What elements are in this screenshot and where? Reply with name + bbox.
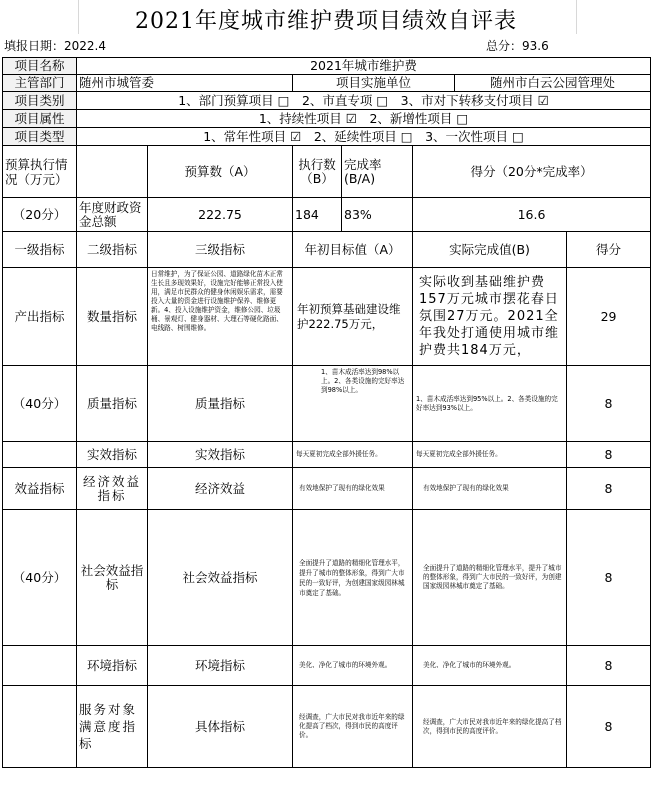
table-row [3, 268, 651, 366]
dept-label: 主管部门 [3, 75, 77, 92]
environment-level2: 环境指标 [77, 646, 148, 686]
budget-col-budget: 预算数（A） [148, 146, 293, 198]
project-name-label: 项目名称 [3, 58, 77, 75]
economic-actual: 有效地保护了现有的绿化效果 [413, 468, 567, 510]
impl-unit-label: 项目实施单位 [293, 75, 455, 92]
social-actual: 全面提升了道路的精细化管理水平，提升了城市的整体形象，得到广大市民的一致好评，为创建国家级园林城市奠定了基础。 [413, 510, 567, 646]
satisfaction-actual: 经调查，广大市民对我市近年来的绿化提高了档次，得到市民的高度评价。 [413, 686, 567, 768]
category-label: 项目类别 [3, 92, 77, 110]
budget-row-label: 年度财政资金总额 [77, 198, 148, 232]
social-level3: 社会效益指标 [148, 510, 293, 646]
economic-score: 8 [567, 468, 651, 510]
budget-value: 222.75 [148, 198, 293, 232]
exec-value: 184 [293, 198, 342, 232]
satisfaction-level3: 具体指标 [148, 686, 293, 768]
table-row [3, 58, 651, 75]
table-row [3, 92, 651, 110]
effect-level3: 实效指标 [148, 442, 293, 468]
benefit-label: 效益指标 [3, 468, 77, 510]
table-row [3, 510, 651, 646]
effect-actual: 每天夏初完成全部外援任务。 [413, 442, 567, 468]
table-row [3, 646, 651, 686]
social-level2: 社会效益指标 [77, 510, 148, 646]
table-row [3, 442, 651, 468]
quality-actual: 1、苗木成活率达到95%以上。2、各类设施的完好率达到93%以上。 [413, 366, 567, 442]
budget-points: （20分） [3, 198, 77, 232]
environment-score: 8 [567, 646, 651, 686]
rate-value: 83% [342, 198, 413, 232]
quantity-score: 29 [567, 268, 651, 366]
budget-col-rate: 完成率(B/A) [342, 146, 413, 198]
quality-level2: 质量指标 [77, 366, 148, 442]
fill-date: 填报日期：2022.4 [4, 39, 106, 53]
header-target: 年初目标值（A） [293, 232, 413, 268]
environment-level3: 环境指标 [148, 646, 293, 686]
table-row [3, 128, 651, 146]
budget-col-exec: 执行数（B） [293, 146, 342, 198]
project-name-value: 2021年城市维护费 [77, 58, 651, 75]
economic-level2: 经济效益指标 [77, 468, 148, 510]
benefit-points: （40分） [3, 510, 77, 646]
quantity-level3: 日常维护，为了保证公园、道路绿化苗木正常生长且多现效果好，设施完好能够正常投入使用，满足市民群众的健身休闲娱乐需求，需要投入大量的资金进行设施维护保养、维修更新。4、投入设施维护资金，维修公园、垃圾桶、景观灯、健身器材、大理石等硬化路面、电线路、树围维修。 [148, 268, 293, 366]
table-row [3, 110, 651, 128]
satisfaction-score: 8 [567, 686, 651, 768]
social-target: 全面提升了道路的精细化管理水平，提升了城市的整体形象，得到广大市民的一致好评，为创建国家级园林城市奠定了基础。 [293, 510, 413, 646]
budget-score-value: 16.6 [413, 198, 651, 232]
table-row [3, 686, 651, 768]
attribute-options: 1、持续性项目 ☑ 2、新增性项目 □ [77, 110, 651, 128]
header-level2: 二级指标 [77, 232, 148, 268]
quality-score: 8 [567, 366, 651, 442]
environment-actual: 美化、净化了城市的环境外观。 [413, 646, 567, 686]
economic-level3: 经济效益 [148, 468, 293, 510]
effect-target: 每天夏初完成全部外援任务。 [293, 442, 413, 468]
header-level3: 三级指标 [148, 232, 293, 268]
type-options: 1、常年性项目 ☑ 2、延续性项目 □ 3、一次性项目 □ [77, 128, 651, 146]
economic-target: 有效地保护了现有的绿化效果 [293, 468, 413, 510]
table-row [3, 75, 651, 92]
satisfaction-level2: 服务对象满意度指标 [77, 686, 148, 768]
category-options: 1、部门预算项目 □ 2、市直专项 □ 3、市对下转移支付项目 ☑ [77, 92, 651, 110]
social-score: 8 [567, 510, 651, 646]
table-row [3, 146, 651, 198]
environment-target: 美化、净化了城市的环境外观。 [293, 646, 413, 686]
quantity-level2: 数量指标 [77, 268, 148, 366]
table-row [3, 198, 651, 232]
evaluation-table [2, 57, 651, 768]
quality-target: 1、苗木成活率达到98%以上。2、各类设施的完好率达到98%以上。 [293, 366, 413, 442]
page-title: 2021年度城市维护费项目绩效自评表 [135, 9, 517, 34]
header-actual: 实际完成值(B) [413, 232, 567, 268]
budget-col-score: 得分（20分*完成率） [413, 146, 651, 198]
table-row [3, 468, 651, 510]
output-label: 产出指标 [3, 268, 77, 366]
total-score: 总分：93.6 [486, 39, 549, 53]
table-row [3, 366, 651, 442]
header-level1: 一级指标 [3, 232, 77, 268]
empty-cell [77, 146, 148, 198]
empty-cell [3, 686, 77, 768]
satisfaction-target: 经调查，广大市民对我市近年来的绿化提高了档次，得到市民的高度评价。 [293, 686, 413, 768]
quality-level3: 质量指标 [148, 366, 293, 442]
type-label: 项目类型 [3, 128, 77, 146]
attribute-label: 项目属性 [3, 110, 77, 128]
output-points: （40分） [3, 366, 77, 442]
quantity-target: 年初预算基础建设维护222.75万元， [293, 268, 413, 366]
impl-unit-value: 随州市白云公园管理处 [455, 75, 651, 92]
header-score: 得分 [567, 232, 651, 268]
effect-score: 8 [567, 442, 651, 468]
quantity-actual: 实际收到基础维护费157万元城市摆花春日氛围27万元。2021全年我处打通使用城市维护费共184万元， [413, 268, 567, 366]
dept-value: 随州市城管委 [77, 75, 293, 92]
budget-label: 预算执行情况（万元） [3, 146, 77, 198]
empty-cell [3, 646, 77, 686]
empty-cell [3, 442, 77, 468]
effect-level2: 实效指标 [77, 442, 148, 468]
table-row [3, 232, 651, 268]
